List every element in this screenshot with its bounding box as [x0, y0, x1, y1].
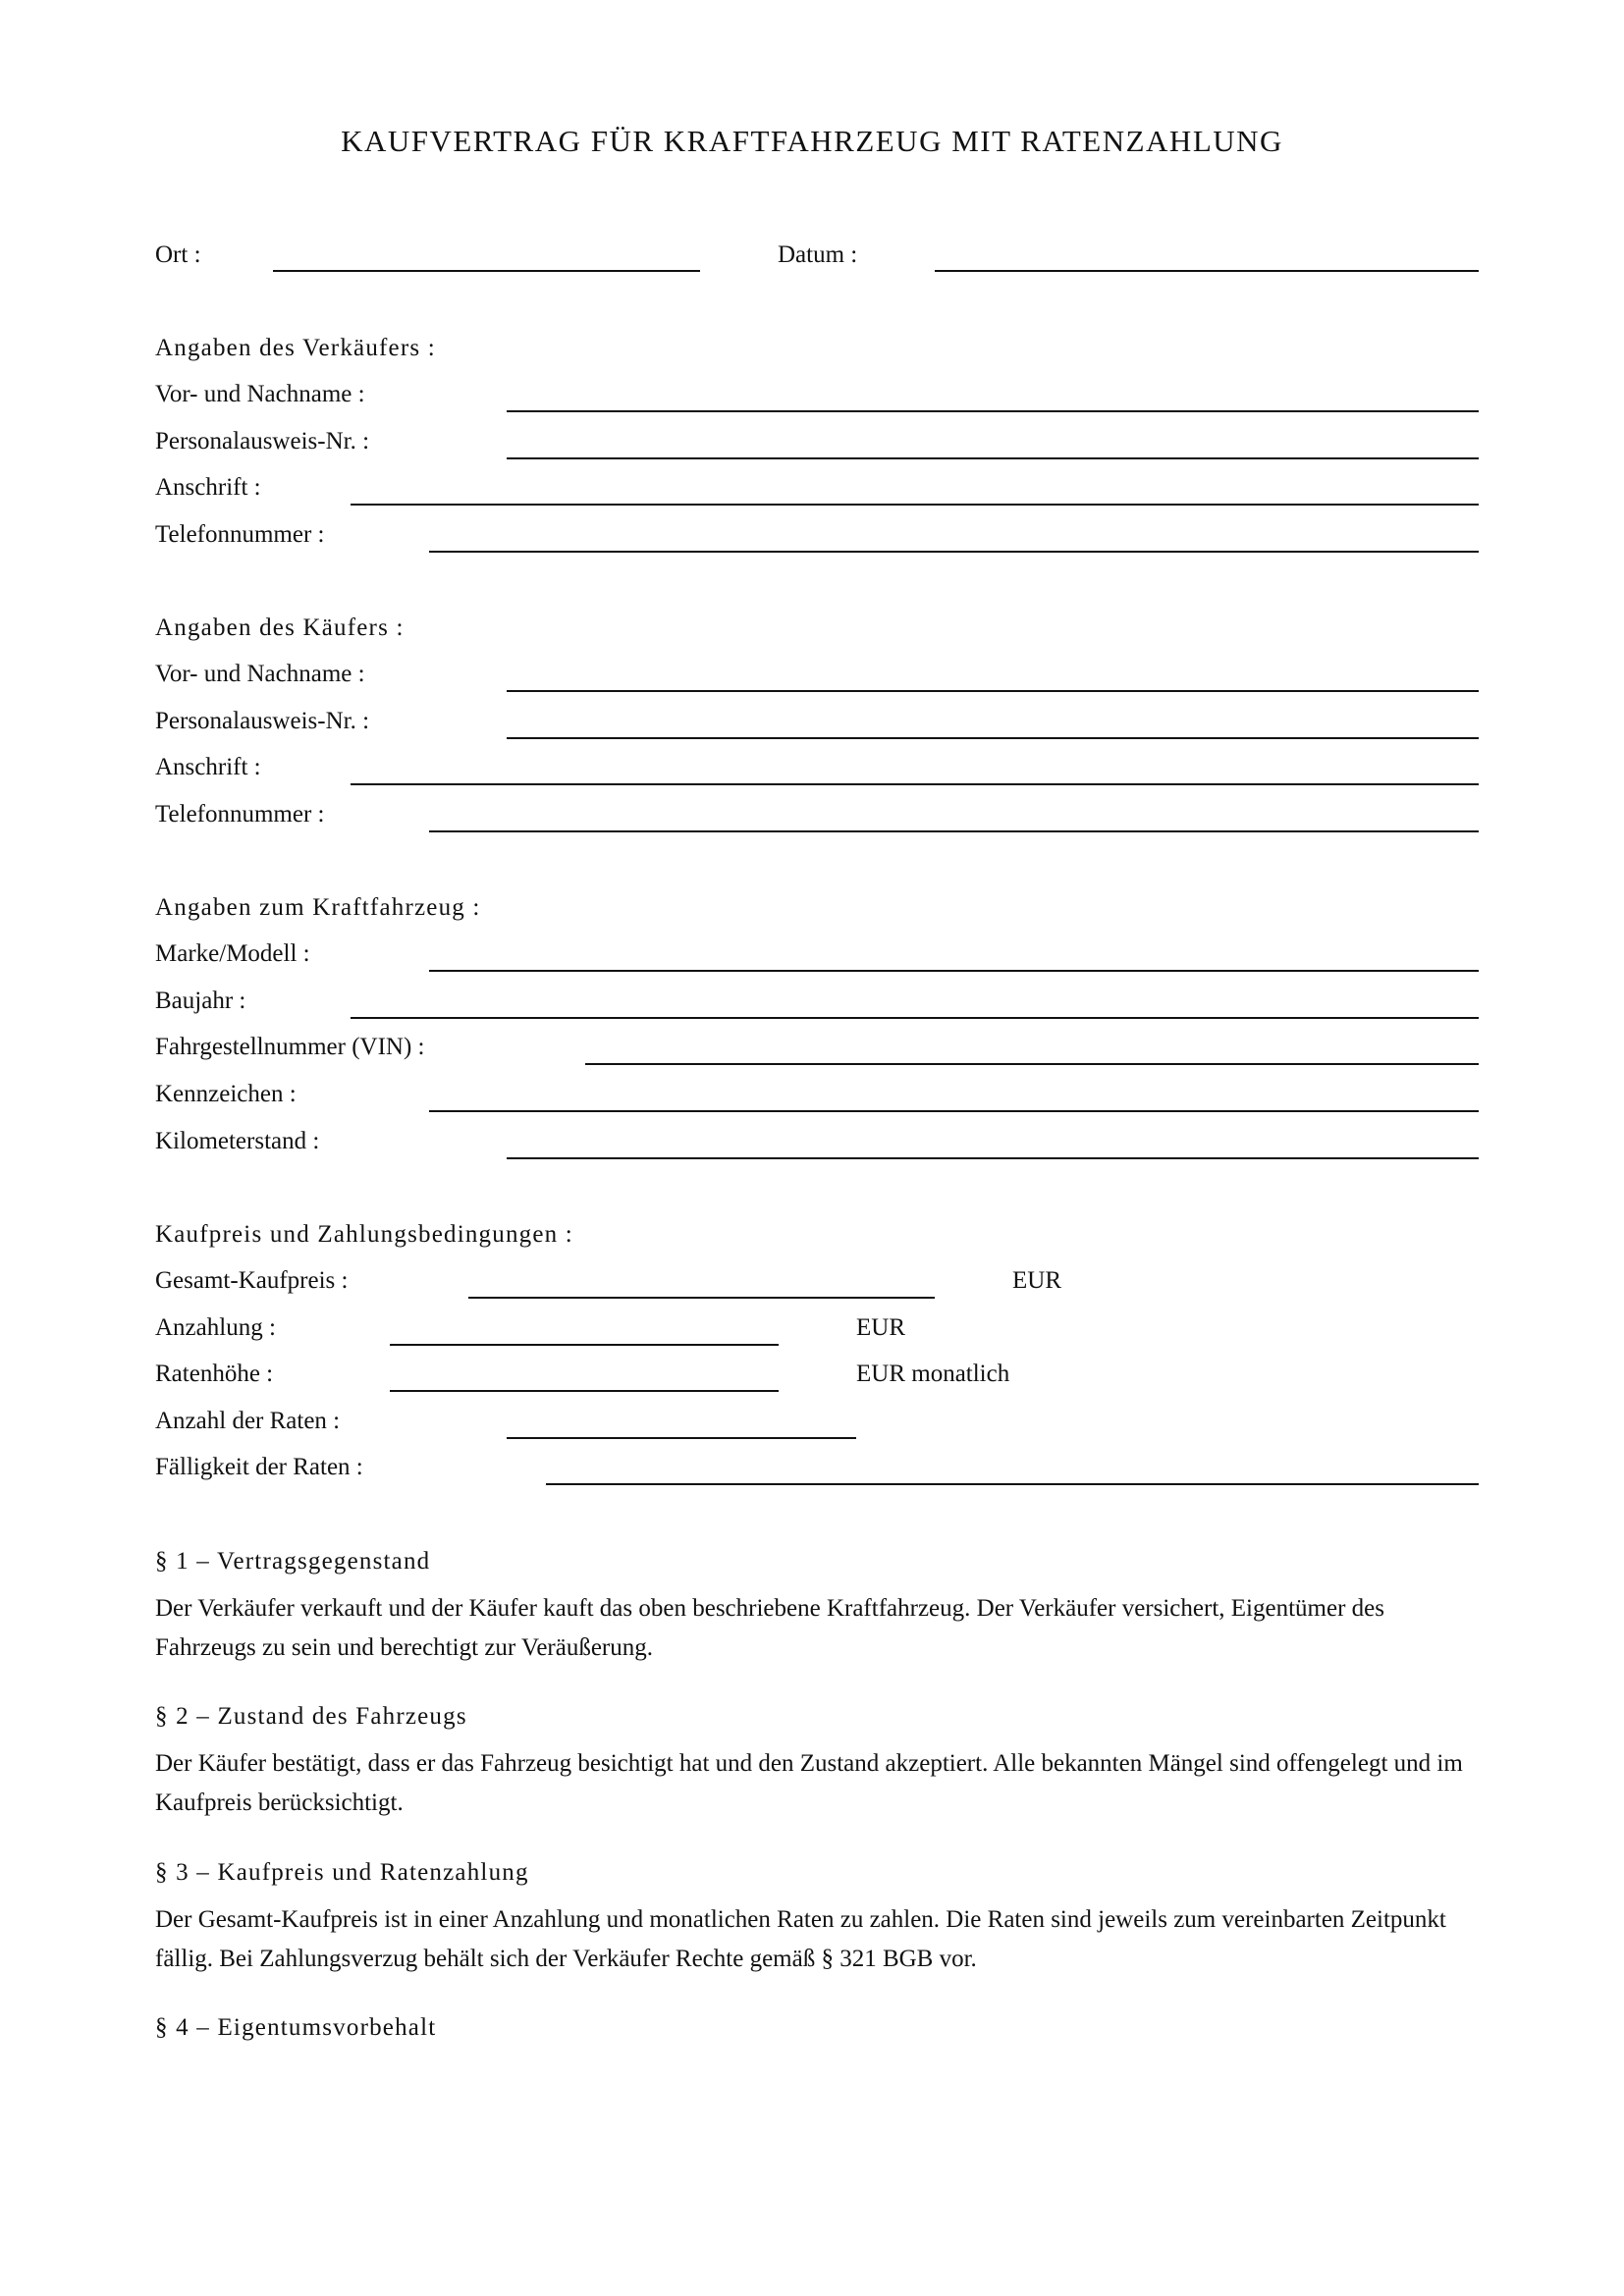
buyer-id-field[interactable] [507, 737, 1479, 739]
buyer-phone-field[interactable] [429, 830, 1479, 832]
deposit-field[interactable] [390, 1344, 779, 1346]
buyer-name-field[interactable] [507, 690, 1479, 692]
section-1-text: Der Verkäufer verkauft und der Käufer kauft das oben beschriebene Kraftfahrzeug. Der Verkäufer versichert, Eigentümer des Fahrzeugs zu sein und berechtigt zur Veräußerung. [155, 1595, 1384, 1661]
rate-count-field[interactable] [507, 1437, 856, 1439]
buyer-address-label: Anschrift : [155, 754, 261, 780]
ort-label: Ort : [155, 241, 201, 268]
vehicle-plate-field[interactable] [429, 1110, 1479, 1112]
deposit-unit: EUR [856, 1314, 905, 1341]
total-price-field[interactable] [468, 1297, 935, 1299]
section-2-heading: § 2 – Zustand des Fahrzeugs [155, 1703, 467, 1730]
vehicle-vin-label: Fahrgestellnummer (VIN) : [155, 1034, 425, 1060]
rate-unit: EUR monatlich [856, 1361, 1010, 1387]
vehicle-plate-label: Kennzeichen : [155, 1081, 297, 1107]
seller-name-field[interactable] [507, 410, 1479, 412]
total-price-label: Gesamt-Kaufpreis : [155, 1267, 349, 1294]
rate-field[interactable] [390, 1390, 779, 1392]
seller-name-label: Vor- und Nachname : [155, 381, 365, 407]
section-4-heading: § 4 – Eigentumsvorbehalt [155, 2014, 437, 2041]
buyer-name-label: Vor- und Nachname : [155, 661, 365, 687]
vehicle-model-label: Marke/Modell : [155, 940, 310, 967]
vehicle-mileage-label: Kilometerstand : [155, 1128, 320, 1154]
seller-id-field[interactable] [507, 457, 1479, 459]
deposit-label: Anzahlung : [155, 1314, 276, 1341]
buyer-id-label: Personalausweis-Nr. : [155, 708, 370, 734]
buyer-phone-label: Telefonnummer : [155, 801, 325, 828]
rate-due-field[interactable] [546, 1483, 1479, 1485]
vehicle-model-field[interactable] [429, 970, 1479, 972]
vehicle-vin-field[interactable] [585, 1063, 1479, 1065]
buyer-heading: Angaben des Käufers : [155, 614, 405, 641]
section-1-heading: § 1 – Vertragsgegenstand [155, 1548, 431, 1575]
seller-address-label: Anschrift : [155, 474, 261, 501]
payment-heading: Kaufpreis und Zahlungsbedingungen : [155, 1221, 573, 1248]
vehicle-year-label: Baujahr : [155, 988, 246, 1014]
datum-label: Datum : [778, 241, 858, 268]
datum-field[interactable] [935, 270, 1479, 272]
rate-label: Ratenhöhe : [155, 1361, 274, 1387]
section-3-heading: § 3 – Kaufpreis und Ratenzahlung [155, 1859, 529, 1886]
seller-phone-field[interactable] [429, 551, 1479, 553]
buyer-address-field[interactable] [351, 783, 1479, 785]
vehicle-mileage-field[interactable] [507, 1157, 1479, 1159]
seller-id-label: Personalausweis-Nr. : [155, 428, 370, 454]
vehicle-year-field[interactable] [351, 1017, 1479, 1019]
seller-heading: Angaben des Verkäufers : [155, 335, 436, 361]
rate-due-label: Fälligkeit der Raten : [155, 1454, 363, 1480]
rate-count-label: Anzahl der Raten : [155, 1408, 341, 1434]
ort-field[interactable] [273, 270, 700, 272]
seller-phone-label: Telefonnummer : [155, 521, 325, 548]
seller-address-field[interactable] [351, 504, 1479, 506]
document-title: KAUFVERTRAG FÜR KRAFTFAHRZEUG MIT RATENZAHLUNG [341, 124, 1283, 158]
section-2-text: Der Käufer bestätigt, dass er das Fahrzeug besichtigt hat und den Zustand akzeptiert. Alle bekannten Mängel sind offengelegt und im Kaufpreis berücksichtigt. [155, 1750, 1463, 1816]
vehicle-heading: Angaben zum Kraftfahrzeug : [155, 894, 481, 921]
total-price-unit: EUR [1012, 1267, 1061, 1294]
section-3-text: Der Gesamt-Kaufpreis ist in einer Anzahlung und monatlichen Raten zu zahlen. Die Raten sind jeweils zum vereinbarten Zeitpunkt fällig. Bei Zahlungsverzug behält sich der Verkäufer Rechte gemäß § 321 BGB vor. [155, 1906, 1446, 1972]
